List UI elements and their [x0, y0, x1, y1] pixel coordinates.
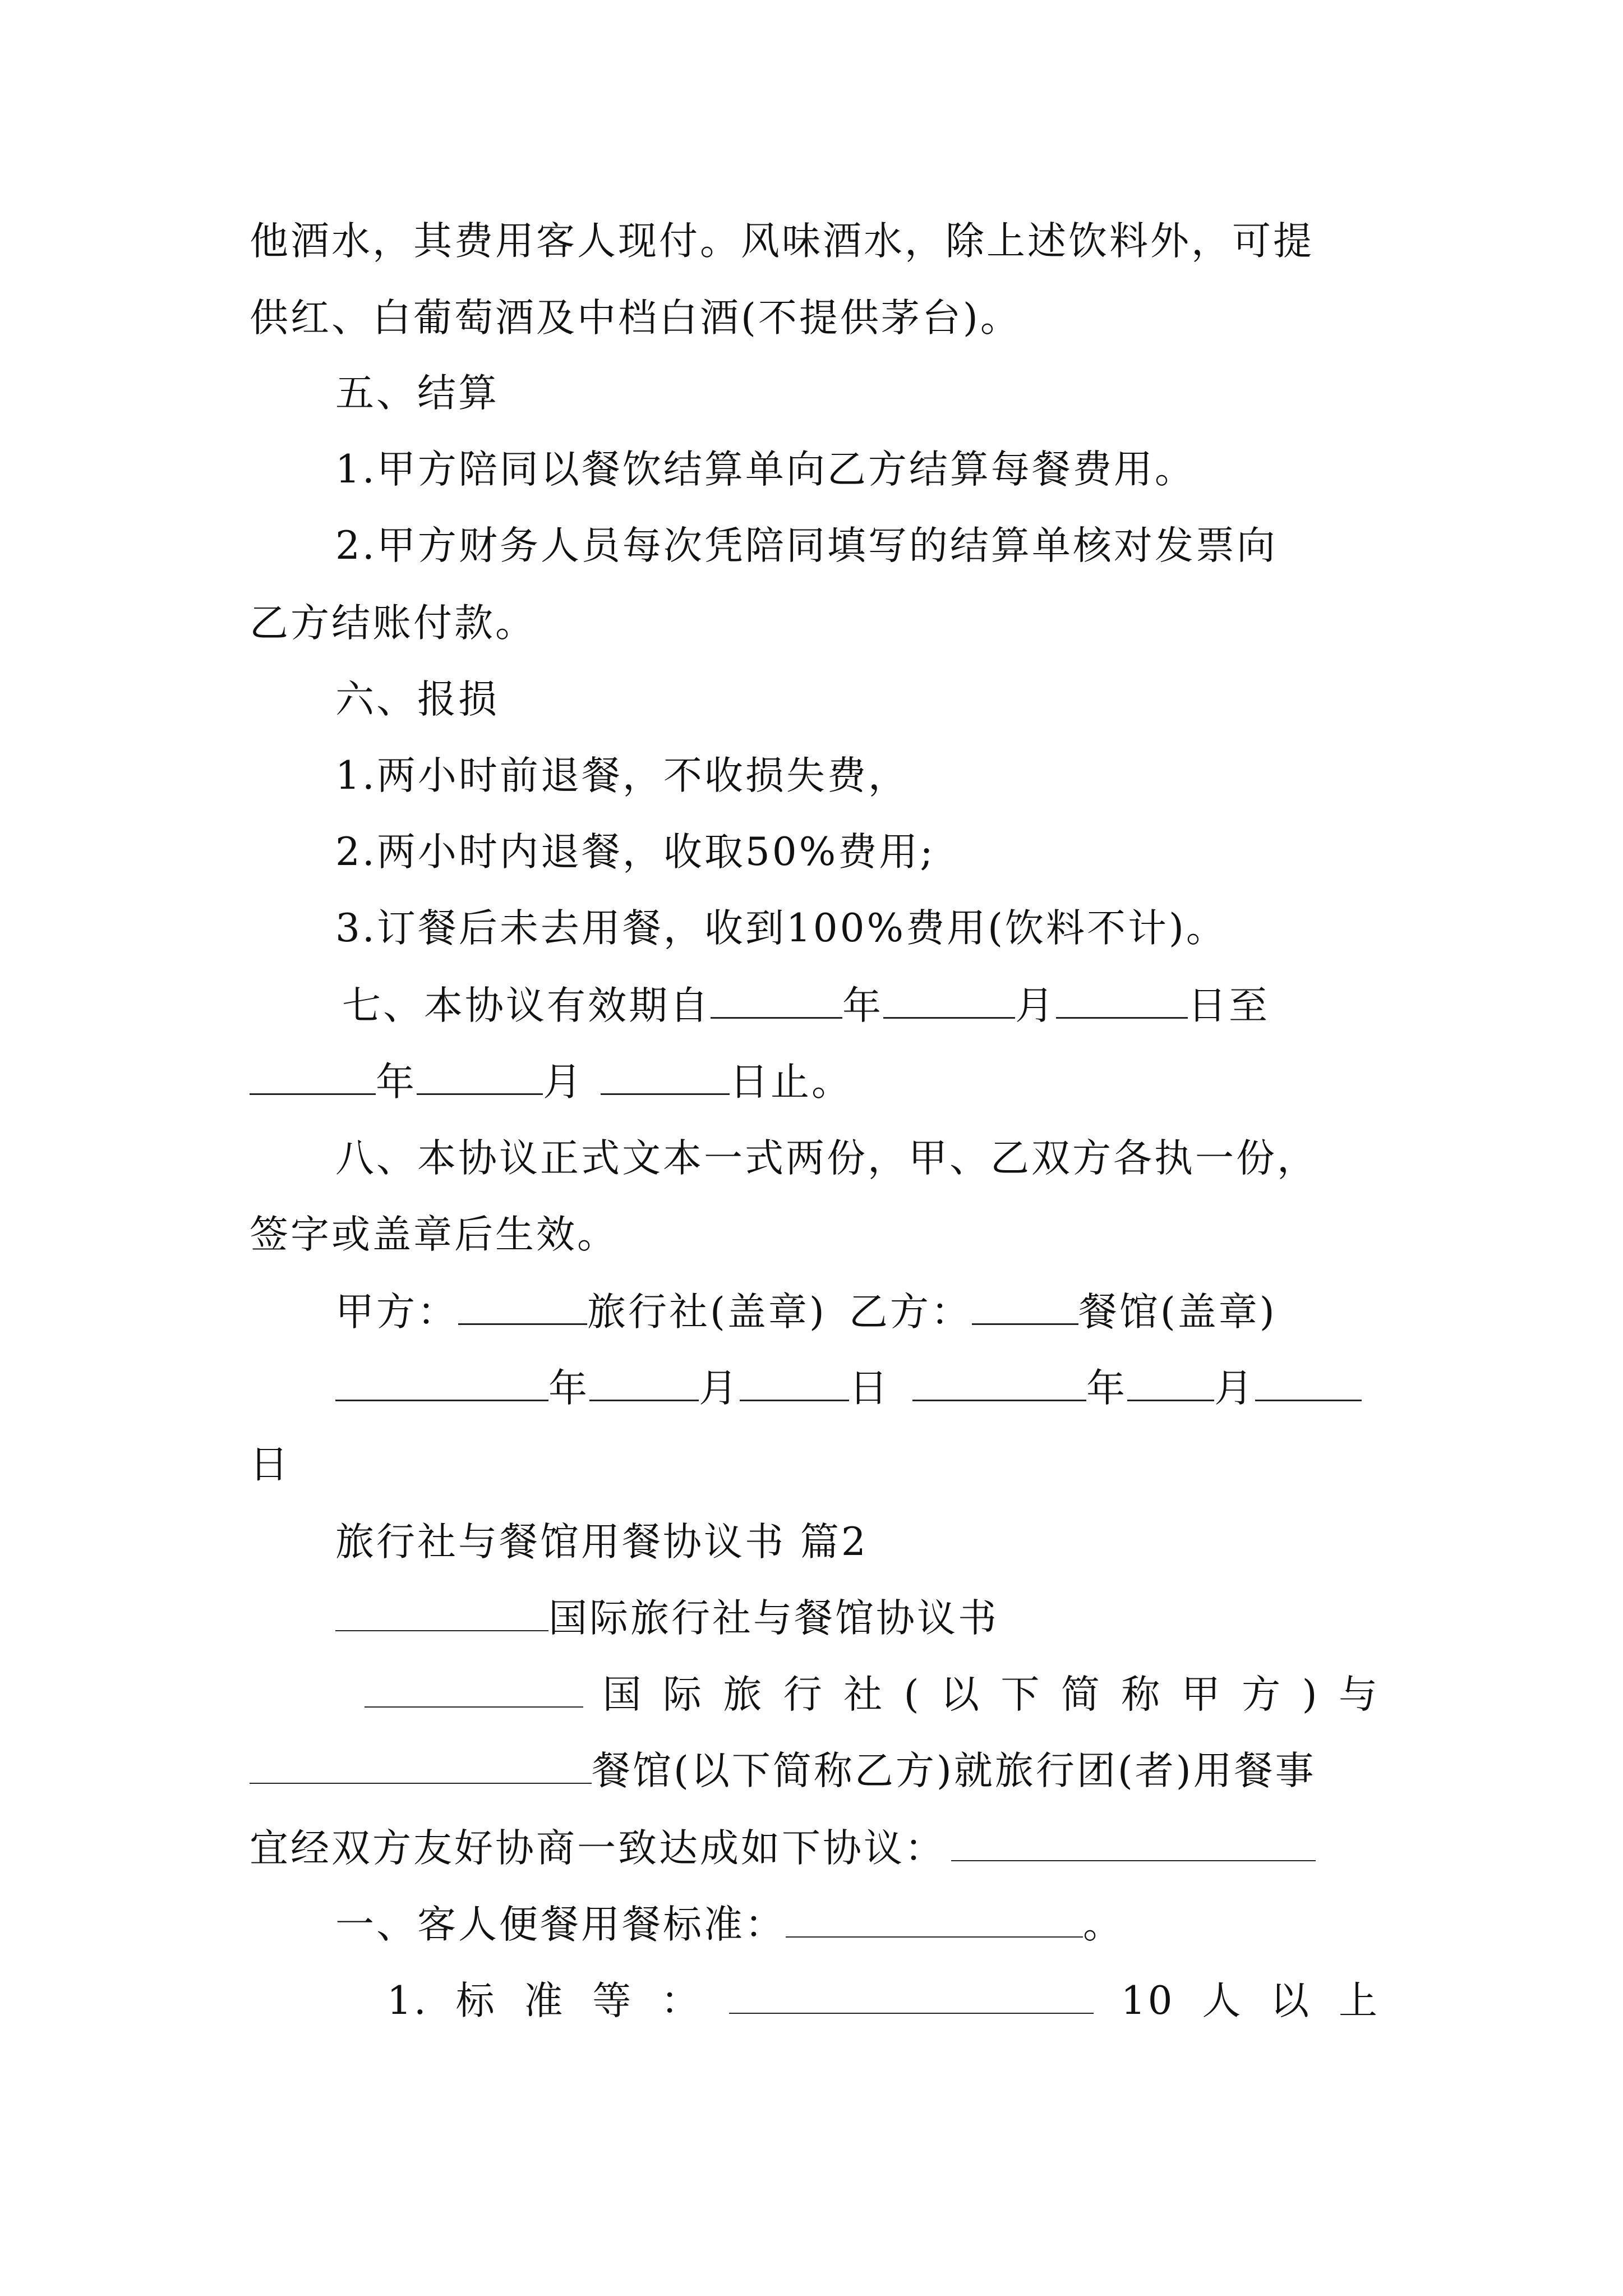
- text-line: 1.两小时前退餐，不收损失费，: [335, 753, 909, 798]
- part2-intro-line-2: 餐馆(以下简称乙方)就旅行团(者)用餐事: [250, 1737, 1380, 1805]
- section-heading-settlement: 五、结算: [335, 371, 499, 416]
- blank-field: [729, 1978, 1094, 2014]
- blank-field: [1255, 1365, 1362, 1401]
- blank-field: [912, 1365, 1086, 1401]
- text-line: 签字或盖章后生效。: [250, 1212, 618, 1257]
- text-line: 2.甲方财务人员每次凭陪同填写的结算单核对发票向: [335, 523, 1278, 568]
- validity-line: 七、本协议有效期自 年 月 日至: [342, 972, 1380, 1039]
- blank-field: [417, 1059, 543, 1095]
- meal-standard-item: 1. 标 准 等 ： 10 人 以 上: [387, 1978, 1380, 2023]
- signature-date-line: 年 月 日 年 月: [335, 1355, 1380, 1422]
- blank-field: [786, 1902, 1083, 1938]
- blank-field: [972, 1289, 1078, 1325]
- signature-line: 甲方： 旅行社(盖章) 乙方： 餐馆(盖章): [335, 1278, 1380, 1346]
- blank-field: [365, 1672, 583, 1708]
- blank-field: [250, 1059, 376, 1095]
- part2-intro-line: 国 际 旅 行 社 ( 以 下 简 称 甲 方 ) 与: [365, 1661, 1380, 1728]
- text-line: 1.甲方陪同以餐饮结算单向乙方结算每餐费用。: [335, 447, 1196, 492]
- blank-field: [458, 1289, 587, 1325]
- blank-field: [1056, 982, 1188, 1019]
- text-line: 2.两小时内退餐，收取50%费用;: [335, 830, 935, 875]
- blank-field: [601, 1059, 730, 1095]
- blank-field: [883, 982, 1015, 1019]
- part2-title: 旅行社与餐馆用餐协议书 篇2: [335, 1520, 868, 1565]
- text-line: 乙方结账付款。: [250, 601, 536, 646]
- validity-line-2: 年 月 日止。: [250, 1048, 1380, 1116]
- blank-field: [335, 1595, 548, 1631]
- part2-intro-line-3: 宜经双方友好协商一致达成如下协议：: [250, 1815, 1380, 1882]
- section-heading-loss: 六、报损: [335, 677, 499, 722]
- blank-field: [740, 1365, 849, 1401]
- blank-field: [1127, 1365, 1214, 1401]
- part2-doc-title: 国际旅行社与餐馆协议书: [335, 1585, 1380, 1652]
- blank-field: [335, 1365, 548, 1401]
- meal-standard-heading: 一、客人便餐用餐标准： 。: [335, 1902, 1124, 1947]
- text-line: 3.订餐后未去用餐，收到100%费用(饮料不计)。: [335, 906, 1227, 951]
- text-line: 供红、白葡萄酒及中档白酒(不提供茅台)。: [250, 296, 1021, 341]
- blank-field: [250, 1748, 592, 1784]
- blank-field: [589, 1365, 699, 1401]
- blank-field: [711, 982, 842, 1019]
- blank-field: [951, 1825, 1316, 1861]
- text-line: 八、本协议正式文本一式两份，甲、乙双方各执一份，: [335, 1136, 1318, 1181]
- text-line: 他酒水，其费用客人现付。风味酒水，除上述饮料外，可提: [250, 219, 1314, 264]
- signature-day: 日: [250, 1442, 291, 1487]
